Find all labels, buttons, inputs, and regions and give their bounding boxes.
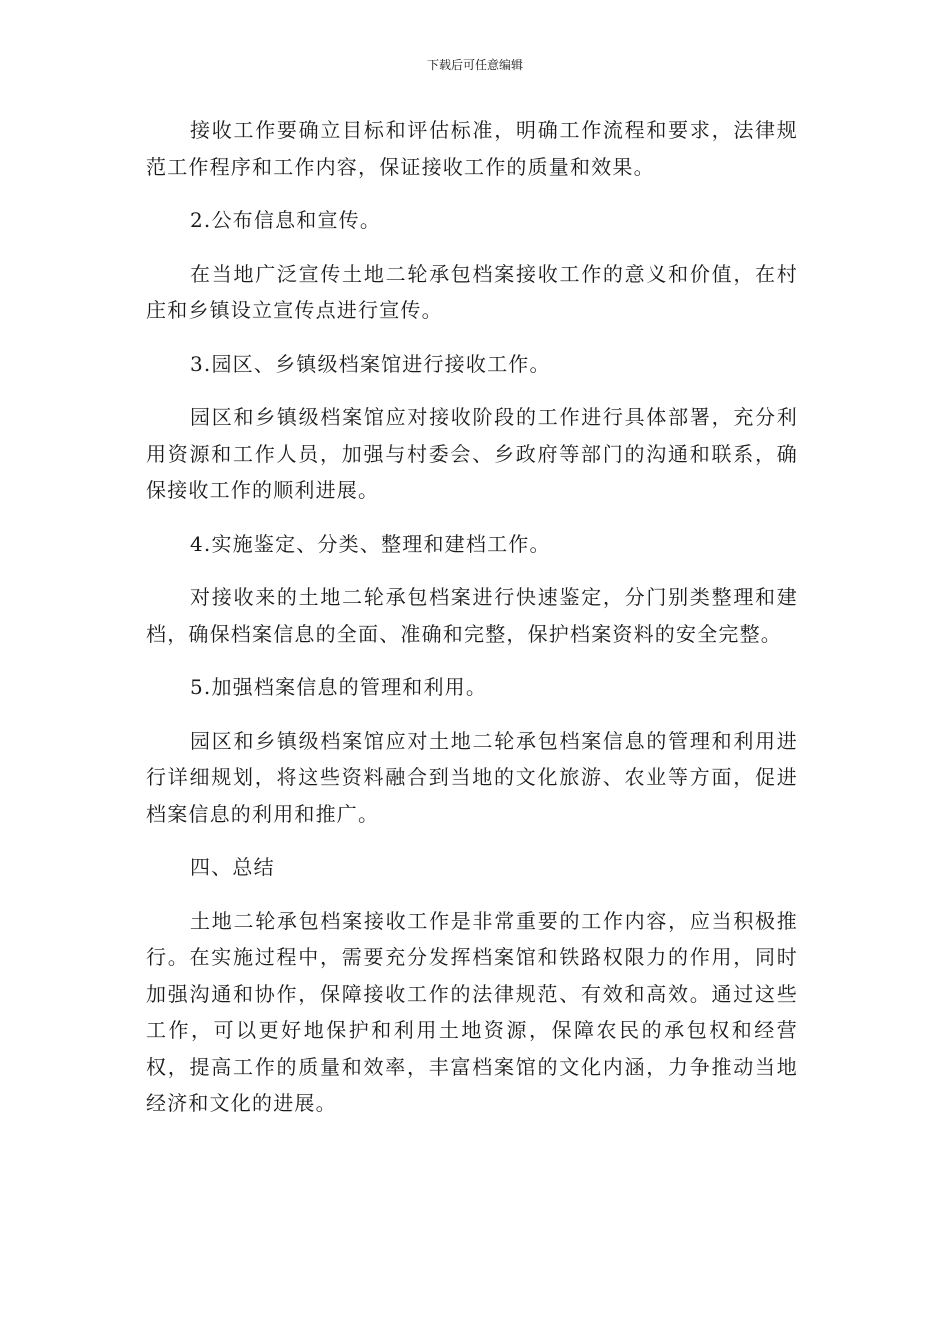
paragraph-appraisal: 对接收来的土地二轮承包档案进行快速鉴定，分门别类整理和建档，确保档案信息的全面、准确和完整，保护档案资料的安全完整。 bbox=[146, 585, 798, 646]
page-header-note: 下载后可任意编辑 bbox=[426, 58, 523, 72]
paragraph-information-planning: 园区和乡镇级档案馆应对土地二轮承包档案信息的管理和利用进行详细规划，将这些资料融合到当地的文化旅游、农业等方面，促进档案信息的利用和推广。 bbox=[146, 728, 798, 826]
paragraph-reception-standards: 接收工作要确立目标和评估标准，明确工作流程和要求，法律规范工作程序和工作内容，保证接收工作的质量和效果。 bbox=[146, 118, 798, 179]
heading-publish-info: 2.公布信息和宣传。 bbox=[190, 208, 382, 232]
heading-summary: 四、总结 bbox=[190, 855, 275, 879]
heading-information-management: 5.加强档案信息的管理和利用。 bbox=[190, 675, 488, 699]
paragraph-publicity: 在当地广泛宣传土地二轮承包档案接收工作的意义和价值，在村庄和乡镇设立宣传点进行宣传。 bbox=[146, 261, 798, 322]
heading-appraisal-classification: 4.实施鉴定、分类、整理和建档工作。 bbox=[190, 531, 551, 556]
heading-archive-reception: 3.园区、乡镇级档案馆进行接收工作。 bbox=[190, 351, 551, 376]
document-body bbox=[146, 112, 798, 1139]
paragraph-archive-deployment: 园区和乡镇级档案馆应对接收阶段的工作进行具体部署，充分利用资源和工作人员，加强与村委会、乡政府等部门的沟通和联系，确保接收工作的顺利进展。 bbox=[146, 405, 798, 502]
paragraph-summary: 土地二轮承包档案接收工作是非常重要的工作内容，应当积极推行。在实施过程中，需要充分发挥档案馆和铁路权限力的作用，同时加强沟通和协作，保障接收工作的法律规范、有效和高效。通过这些工作，可以更好地保护和利用土地资源，保障农民的承包权和经营权，提高工作的质量和效率，丰富档案馆的文化内涵，力争推动当地经济和文化的进展。 bbox=[146, 908, 798, 1115]
